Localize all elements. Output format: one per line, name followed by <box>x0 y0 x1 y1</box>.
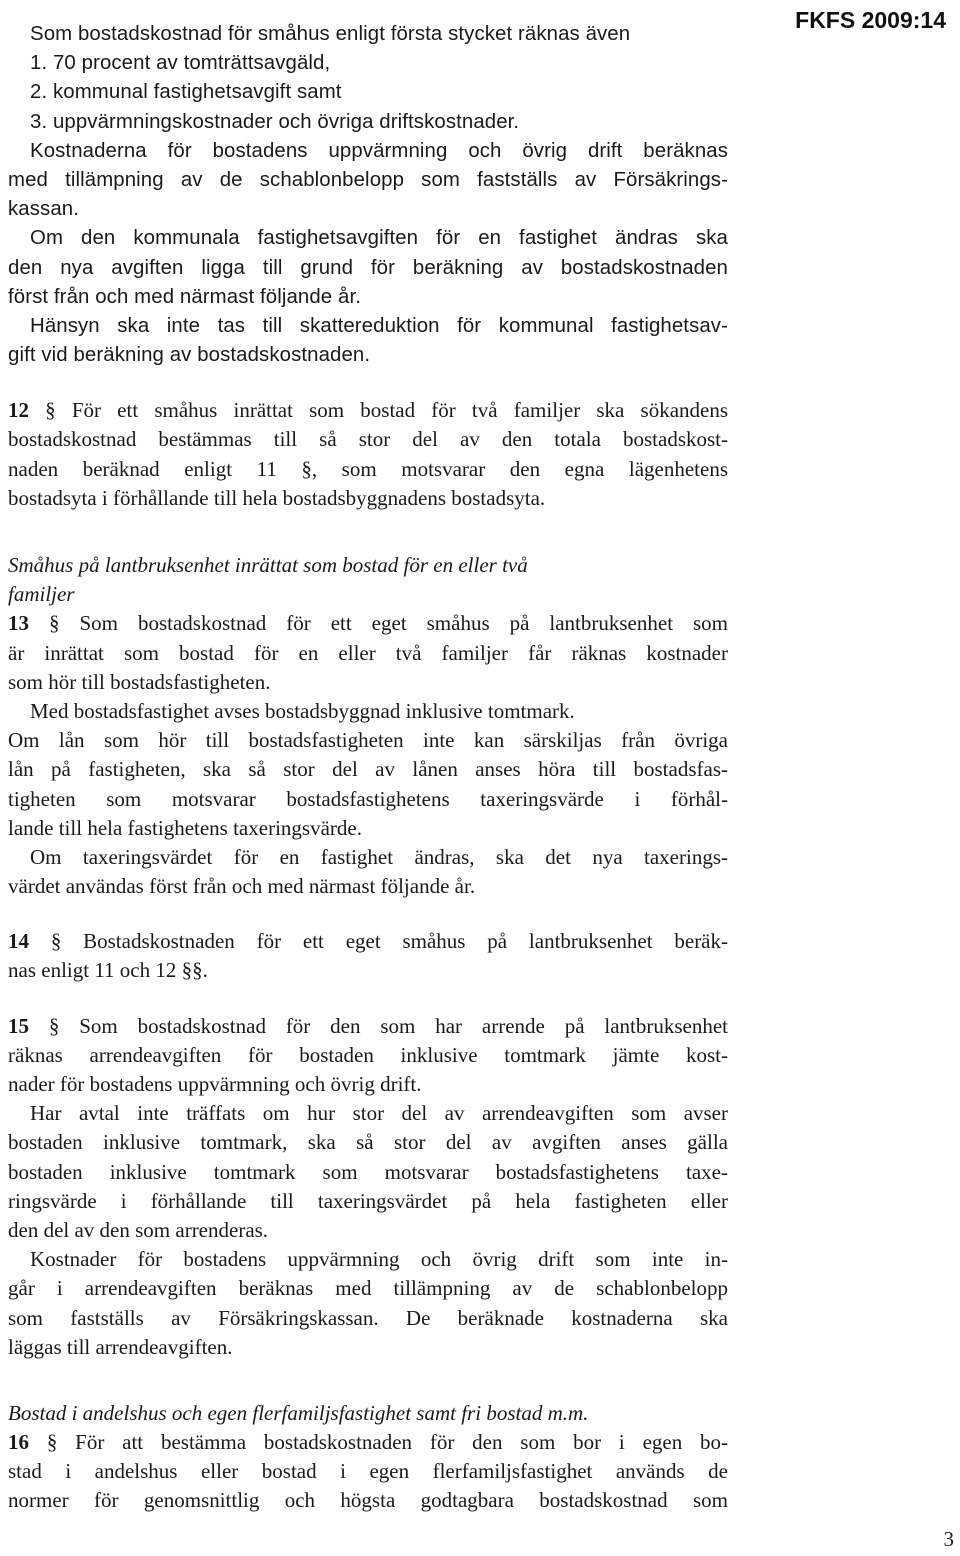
paragraph-line: läggas till arrendeavgiften. <box>8 1334 233 1359</box>
paragraph-line: nader för bostadens uppvärmning och övrig drift. <box>8 1072 422 1096</box>
paragraph-line: Om den kommunala fastighetsavgiften för en fastighet ändras ska <box>30 227 728 250</box>
section-sign: § <box>46 1430 58 1455</box>
paragraph-line: går i arrendeavgiften beräknas med tillämpning av de schablonbelopp <box>8 1276 728 1301</box>
section-text: Som bostadskostnad för den som har arrende på lantbruksenhet <box>79 1013 729 1038</box>
paragraph-line: tigheten som motsvarar bostadsfastighetens taxeringsvärde i förhål- <box>8 786 728 811</box>
paragraph-line: den del av den som arrenderas. <box>8 1217 269 1242</box>
section-sign: § <box>48 1013 60 1038</box>
paragraph-line: som fastställs av Försäkringskassan. De beräknade kostnaderna ska <box>8 1305 728 1330</box>
section-first-line <box>8 609 728 638</box>
paragraph-line: nas enligt 11 och 12 §§. <box>8 958 208 983</box>
paragraph-line: Om taxeringsvärdet för en fastighet ändras, ska det nya taxerings- <box>30 844 728 869</box>
paragraph-line: stad i andelshus eller bostad i egen flerfamiljsfastighet används de <box>8 1459 728 1484</box>
paragraph-line: bostaden inklusive tomtmark som motsvarar bostadsfastighetens taxe- <box>8 1159 728 1184</box>
paragraph-line: bostadsyta i förhållande till hela bostadsbyggnadens bostadsyta. <box>8 485 546 510</box>
paragraph-line: är inrättat som bostad för en eller två familjer får räknas kostnader <box>8 640 728 665</box>
section-text: Som bostadskostnad för ett eget småhus på lantbruksenhet som <box>79 611 729 636</box>
section-14 <box>8 927 728 985</box>
section-text: Bostadskostnaden för ett eget småhus på lantbruksenhet beräk- <box>83 929 728 954</box>
section-first-line <box>8 927 728 956</box>
paragraph-line: normer för genomsnittlig och högsta godtagbara bostadskostnad som <box>8 1488 728 1513</box>
section-number: 12 <box>8 398 29 423</box>
heading-line: Bostad i andelshus och egen flerfamiljsfastighet samt fri bostad m.m. <box>8 1400 589 1425</box>
section-heading <box>8 551 728 609</box>
paragraph-line: kassan. <box>8 198 79 221</box>
section-first-line <box>8 396 728 425</box>
paragraph-line: värdet användas först från och med närmast följande år. <box>8 874 476 899</box>
section-first-line <box>8 1012 728 1041</box>
paragraph-line: lån på fastigheten, ska så stor del av lånen anses höra till bostadsfas- <box>8 757 728 782</box>
document-body <box>8 20 728 1516</box>
document-code-header: FKFS 2009:14 <box>795 7 946 33</box>
section-12 <box>8 396 728 513</box>
paragraph-line: med tillämpning av de schablonbelopp som fastställs av Försäkrings- <box>8 168 728 191</box>
paragraph-line: som hör till bostadsfastigheten. <box>8 669 271 694</box>
cost-items-block <box>8 20 728 370</box>
heading-line: Småhus på lantbruksenhet inrättat som bostad för en eller två <box>8 553 528 577</box>
section-number: 13 <box>8 611 29 636</box>
page-number: 3 <box>943 1527 954 1551</box>
section-number: 15 <box>8 1013 29 1038</box>
list-item: 3. uppvärmningskostnader och övriga driftskostnader. <box>30 110 520 133</box>
section-15 <box>8 1012 728 1362</box>
paragraph-line: bostadskostnad bestämmas till så stor del av den totala bostadskost- <box>8 427 728 452</box>
paragraph-line: bostaden inklusive tomtmark, ska så stor del av avgiften anses gälla <box>8 1130 728 1155</box>
section-first-line <box>8 1428 728 1457</box>
section-text: För att bestämma bostadskostnaden för den som bor i egen bo- <box>75 1430 729 1455</box>
intro-line: Som bostadskostnad för småhus enligt första stycket räknas även <box>30 23 631 45</box>
section-number: 16 <box>8 1430 29 1455</box>
list-item: 2. kommunal fastighetsavgift samt <box>30 81 342 104</box>
paragraph-line: ringsvärde i förhållande till taxeringsvärdet på hela fastigheten eller <box>8 1188 728 1213</box>
section-13 <box>8 609 728 901</box>
paragraph-line: Kostnader för bostadens uppvärmning och övrig drift som inte in- <box>30 1247 728 1272</box>
section-text: För ett småhus inrättat som bostad för två familjer ska sökandens <box>71 398 729 423</box>
list-item: 1. 70 procent av tomträttsavgäld, <box>30 52 331 75</box>
paragraph-line: räknas arrendeavgiften för bostaden inklusive tomtmark jämte kost- <box>8 1042 728 1067</box>
paragraph-line: Har avtal inte träffats om hur stor del av arrendeavgiften som avser <box>30 1101 728 1126</box>
section-heading <box>8 1399 728 1428</box>
section-16 <box>8 1428 728 1516</box>
paragraph-line: lande till hela fastighetens taxeringsvärde. <box>8 815 362 840</box>
section-number: 14 <box>8 929 29 954</box>
paragraph-line: gift vid beräkning av bostadskostnaden. <box>8 344 371 367</box>
section-sign: § <box>50 929 62 954</box>
paragraph-line: Om lån som hör till bostadsfastigheten inte kan särskiljas från övriga <box>8 728 728 753</box>
section-sign: § <box>45 398 56 423</box>
paragraph-line: först från och med närmast följande år. <box>8 285 361 308</box>
paragraph-line: naden beräknad enligt 11 §, som motsvarar den egna lägenhetens <box>8 456 728 481</box>
section-sign: § <box>48 611 60 636</box>
paragraph-line: Hänsyn ska inte tas till skattereduktion för kommunal fastighetsav- <box>30 314 728 337</box>
paragraph-line: den nya avgiften ligga till grund för beräkning av bostadskostnaden <box>8 256 728 279</box>
paragraph-line: Kostnaderna för bostadens uppvärmning och övrig drift beräknas <box>30 139 728 162</box>
heading-line: familjer <box>8 582 75 607</box>
paragraph-line: Med bostadsfastighet avses bostadsbyggnad inklusive tomtmark. <box>30 698 575 723</box>
